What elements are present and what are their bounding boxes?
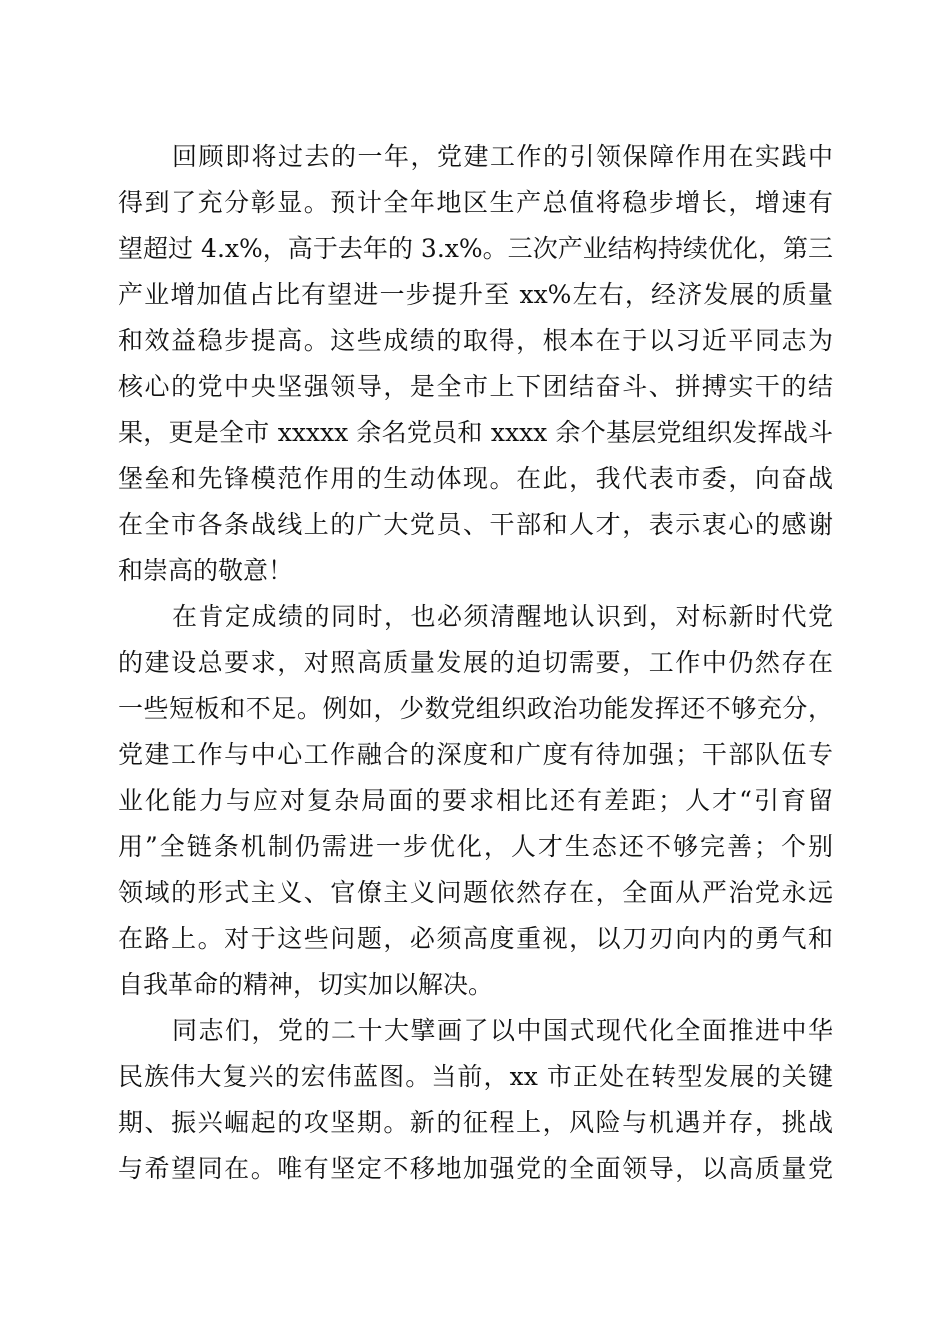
text-line: 业化能力与应对复杂局面的要求相比还有差距；人才“引育留 xyxy=(118,786,833,815)
paragraph-review xyxy=(118,134,833,594)
text-line: 党建工作与中心工作融合的深度和广度有待加强；干部队伍专 xyxy=(118,740,833,769)
text-line: 期、振兴崛起的攻坚期。新的征程上，风险与机遇并存，挑战 xyxy=(118,1108,833,1137)
text-line: 民族伟大复兴的宏伟蓝图。当前，xx 市正处在转型发展的关键 xyxy=(118,1062,833,1091)
text-line: 和效益稳步提高。这些成绩的取得，根本在于以习近平同志为 xyxy=(118,326,833,355)
text-line: 和崇高的敬意！ xyxy=(118,556,294,585)
text-line: 与希望同在。唯有坚定不移地加强党的全面领导，以高质量党 xyxy=(118,1154,833,1183)
text-line: 在全市各条战线上的广大党员、干部和人才，表示衷心的感谢 xyxy=(118,510,833,539)
text-line: 在路上。对于这些问题，必须高度重视，以刀刃向内的勇气和 xyxy=(118,924,833,953)
text-line: 望超过 4.x%，高于去年的 3.x%。三次产业结构持续优化，第三 xyxy=(118,234,833,263)
text-line: 得到了充分彰显。预计全年地区生产总值将稳步增长，增速有 xyxy=(118,188,833,217)
paragraph-shortcomings xyxy=(118,594,833,1008)
document-body xyxy=(118,134,833,1192)
text-line: 的建设总要求，对照高质量发展的迫切需要，工作中仍然存在 xyxy=(118,648,833,677)
text-line: 产业增加值占比有望进一步提升至 xx%左右，经济发展的质量 xyxy=(118,280,833,309)
paragraph-blueprint xyxy=(118,1008,833,1192)
text-line: 用”全链条机制仍需进一步优化，人才生态还不够完善；个别 xyxy=(118,832,833,861)
text-line: 核心的党中央坚强领导，是全市上下团结奋斗、拼搏实干的结 xyxy=(118,372,833,401)
text-line: 领域的形式主义、官僚主义问题依然存在，全面从严治党永远 xyxy=(118,878,833,907)
text-line: 在肯定成绩的同时，也必须清醒地认识到，对标新时代党 xyxy=(172,602,833,631)
text-line: 堡垒和先锋模范作用的生动体现。在此，我代表市委，向奋战 xyxy=(118,464,833,493)
text-line: 回顾即将过去的一年，党建工作的引领保障作用在实践中 xyxy=(172,142,833,171)
text-line: 同志们，党的二十大擘画了以中国式现代化全面推进中华 xyxy=(172,1016,833,1045)
text-line: 果，更是全市 xxxxx 余名党员和 xxxx 余个基层党组织发挥战斗 xyxy=(118,418,833,447)
text-line: 自我革命的精神，切实加以解决。 xyxy=(118,970,494,999)
text-line: 一些短板和不足。例如，少数党组织政治功能发挥还不够充分， xyxy=(118,694,833,723)
